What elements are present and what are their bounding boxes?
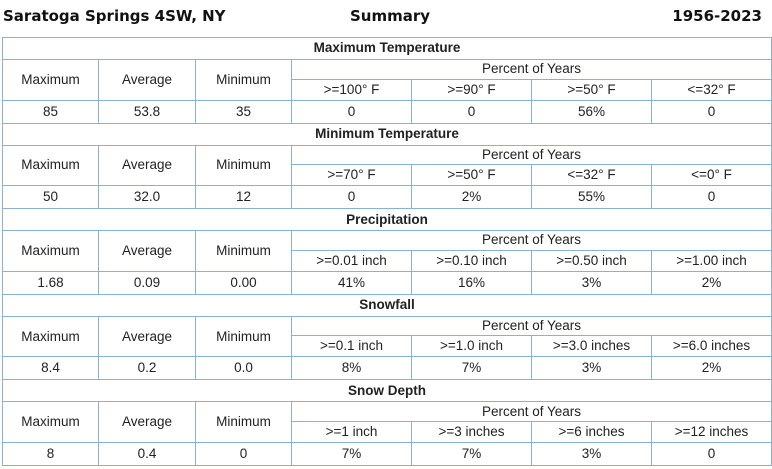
page-title: Summary bbox=[350, 7, 431, 25]
value-cell: 7% bbox=[412, 357, 532, 380]
value-cell: 3% bbox=[532, 357, 652, 380]
value-cell: 3% bbox=[532, 271, 652, 294]
value-cell: 16% bbox=[412, 271, 532, 294]
average-column-header: Average bbox=[99, 59, 196, 100]
threshold-header: >=6 inches bbox=[532, 422, 652, 443]
summary-table bbox=[2, 37, 772, 466]
average-column-header: Average bbox=[99, 231, 196, 272]
threshold-header: >=1.0 inch bbox=[412, 336, 532, 357]
value-cell: 0 bbox=[292, 186, 412, 209]
section-title-row bbox=[3, 38, 772, 60]
station-name: Saratoga Springs 4SW, NY bbox=[3, 7, 226, 25]
value-cell: 53.8 bbox=[99, 100, 196, 123]
value-cell: 12 bbox=[196, 186, 292, 209]
value-cell: 50 bbox=[3, 186, 99, 209]
value-row bbox=[3, 100, 772, 123]
value-cell: 0.4 bbox=[99, 442, 196, 465]
value-row bbox=[3, 357, 772, 380]
average-column-header: Average bbox=[99, 145, 196, 186]
value-cell: 0 bbox=[196, 442, 292, 465]
section-title-row bbox=[3, 123, 772, 145]
section-title: Snow Depth bbox=[3, 380, 772, 402]
maximum-column-header: Maximum bbox=[3, 231, 99, 272]
minimum-column-header: Minimum bbox=[196, 59, 292, 100]
threshold-header: >=0.01 inch bbox=[292, 250, 412, 271]
threshold-header: <=0° F bbox=[652, 165, 772, 186]
value-cell: 3% bbox=[532, 442, 652, 465]
value-row bbox=[3, 271, 772, 294]
value-cell: 0.0 bbox=[196, 357, 292, 380]
value-cell: 7% bbox=[412, 442, 532, 465]
threshold-header: >=50° F bbox=[532, 79, 652, 100]
average-column-header: Average bbox=[99, 402, 196, 443]
threshold-header: >=50° F bbox=[412, 165, 532, 186]
value-cell: 2% bbox=[412, 186, 532, 209]
value-cell: 0 bbox=[412, 100, 532, 123]
header-row bbox=[3, 402, 772, 422]
section-title: Minimum Temperature bbox=[3, 123, 772, 145]
summary-table-body bbox=[3, 38, 772, 466]
value-cell: 35 bbox=[196, 100, 292, 123]
section-title-row bbox=[3, 380, 772, 402]
value-cell: 1.68 bbox=[3, 271, 99, 294]
average-column-header: Average bbox=[99, 316, 196, 357]
value-cell: 32.0 bbox=[99, 186, 196, 209]
maximum-column-header: Maximum bbox=[3, 59, 99, 100]
value-cell: 2% bbox=[652, 357, 772, 380]
header-row bbox=[3, 59, 772, 79]
value-cell: 8% bbox=[292, 357, 412, 380]
section-title: Maximum Temperature bbox=[3, 38, 772, 60]
header-row bbox=[3, 316, 772, 336]
percent-of-years-header: Percent of Years bbox=[292, 145, 772, 165]
threshold-header: >=100° F bbox=[292, 79, 412, 100]
value-cell: 0 bbox=[652, 186, 772, 209]
threshold-header: >=1.00 inch bbox=[652, 250, 772, 271]
threshold-header: >=3 inches bbox=[412, 422, 532, 443]
value-cell: 0 bbox=[652, 442, 772, 465]
threshold-header: <=32° F bbox=[652, 79, 772, 100]
maximum-column-header: Maximum bbox=[3, 316, 99, 357]
value-cell: 8.4 bbox=[3, 357, 99, 380]
threshold-header: >=12 inches bbox=[652, 422, 772, 443]
threshold-header: >=0.50 inch bbox=[532, 250, 652, 271]
minimum-column-header: Minimum bbox=[196, 231, 292, 272]
value-cell: 85 bbox=[3, 100, 99, 123]
threshold-header: >=90° F bbox=[412, 79, 532, 100]
value-row bbox=[3, 442, 772, 465]
value-cell: 2% bbox=[652, 271, 772, 294]
threshold-header: >=6.0 inches bbox=[652, 336, 772, 357]
threshold-header: >=0.10 inch bbox=[412, 250, 532, 271]
value-cell: 0 bbox=[292, 100, 412, 123]
value-cell: 0.00 bbox=[196, 271, 292, 294]
percent-of-years-header: Percent of Years bbox=[292, 231, 772, 251]
section-title-row bbox=[3, 209, 772, 231]
minimum-column-header: Minimum bbox=[196, 145, 292, 186]
minimum-column-header: Minimum bbox=[196, 402, 292, 443]
minimum-column-header: Minimum bbox=[196, 316, 292, 357]
maximum-column-header: Maximum bbox=[3, 402, 99, 443]
value-cell: 56% bbox=[532, 100, 652, 123]
value-cell: 7% bbox=[292, 442, 412, 465]
section-title-row bbox=[3, 294, 772, 316]
value-cell: 0.09 bbox=[99, 271, 196, 294]
section-title: Snowfall bbox=[3, 294, 772, 316]
value-cell: 55% bbox=[532, 186, 652, 209]
value-cell: 8 bbox=[3, 442, 99, 465]
value-cell: 0 bbox=[652, 100, 772, 123]
value-cell: 41% bbox=[292, 271, 412, 294]
threshold-header: >=0.1 inch bbox=[292, 336, 412, 357]
period-of-record: 1956-2023 bbox=[672, 7, 762, 25]
threshold-header: >=1 inch bbox=[292, 422, 412, 443]
threshold-header: <=32° F bbox=[532, 165, 652, 186]
percent-of-years-header: Percent of Years bbox=[292, 59, 772, 79]
threshold-header: >=70° F bbox=[292, 165, 412, 186]
header-row bbox=[3, 145, 772, 165]
maximum-column-header: Maximum bbox=[3, 145, 99, 186]
header-row bbox=[3, 231, 772, 251]
percent-of-years-header: Percent of Years bbox=[292, 402, 772, 422]
value-row bbox=[3, 186, 772, 209]
threshold-header: >=3.0 inches bbox=[532, 336, 652, 357]
section-title: Precipitation bbox=[3, 209, 772, 231]
value-cell: 0.2 bbox=[99, 357, 196, 380]
percent-of-years-header: Percent of Years bbox=[292, 316, 772, 336]
